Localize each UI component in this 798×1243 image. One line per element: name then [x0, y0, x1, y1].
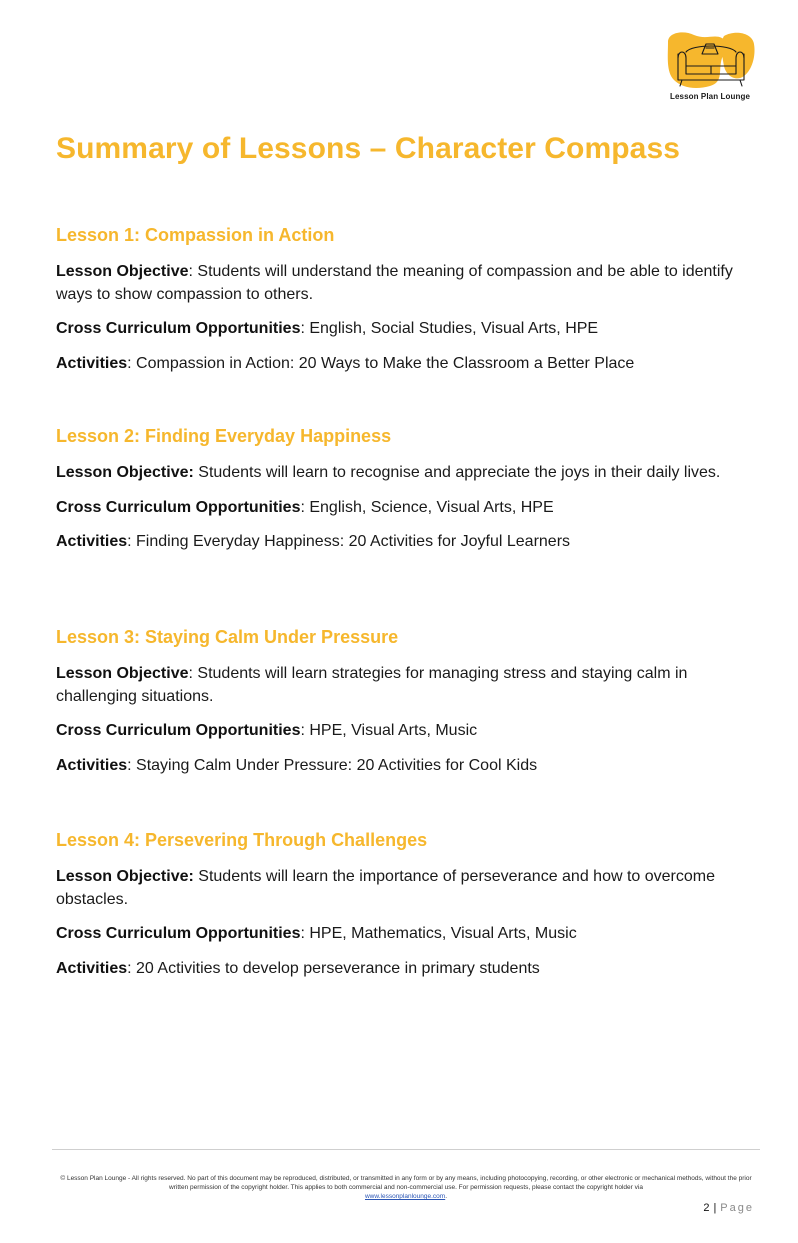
objective-separator: :: [188, 868, 199, 885]
activities-text: : Staying Calm Under Pressure: 20 Activities for Cool Kids: [127, 756, 538, 774]
sofa-icon: [662, 30, 758, 92]
cross-text: : HPE, Mathematics, Visual Arts, Music: [300, 925, 577, 942]
lesson-heading: Lesson 2: Finding Everyday Happiness: [56, 426, 392, 446]
lesson-section: [56, 829, 746, 992]
objective-label: [56, 868, 198, 885]
footer-divider: [52, 1149, 760, 1150]
objective-text: Students will learn strategies for managing stress and staying calm in challenging situations.: [56, 665, 688, 705]
objective-label-text: Lesson Objective: [56, 868, 189, 885]
activities: [56, 958, 746, 981]
link-suffix: .: [445, 1193, 448, 1200]
page-number-separator: |: [713, 1202, 719, 1214]
lesson-section: [56, 224, 746, 387]
activities-text: : 20 Activities to develop perseverance in primary students: [127, 959, 540, 977]
activities: [56, 755, 746, 778]
activities-text: : Finding Everyday Happiness: 20 Activities for Joyful Learners: [127, 533, 571, 550]
activities-label: Activities: [56, 354, 128, 372]
lesson-section: [56, 425, 746, 566]
objective-label: Lesson Objective: [56, 263, 189, 280]
objective-separator: :: [188, 263, 193, 280]
lesson-heading: Lesson 1: Compassion in Action: [56, 225, 335, 245]
cross-text: : English, Social Studies, Visual Arts, HPE: [300, 320, 599, 337]
page-label: Page: [720, 1202, 754, 1214]
activities: [56, 353, 746, 376]
objective-label: [56, 464, 198, 481]
cross-curriculum: [56, 720, 746, 743]
objective-text: Students will understand the meaning of compassion and be able to identify ways to show compassion to others.: [56, 263, 733, 303]
lesson-section: [56, 626, 746, 789]
activities-label: Activities: [56, 756, 128, 774]
objective-label-text: Lesson Objective: [56, 464, 189, 481]
objective-text: Students will learn to recognise and appreciate the joys in their daily lives.: [198, 464, 721, 481]
cross-label: Cross Curriculum Opportunities: [56, 320, 301, 337]
cross-curriculum: [56, 923, 746, 946]
cross-label: Cross Curriculum Opportunities: [56, 925, 301, 942]
brand-logo: [662, 30, 758, 106]
activities: [56, 531, 746, 554]
brand-name: Lesson Plan Lounge: [669, 92, 751, 101]
objective-label: Lesson Objective: [56, 665, 189, 682]
lesson-heading: Lesson 3: Staying Calm Under Pressure: [56, 627, 399, 647]
objective-separator: :: [188, 665, 193, 682]
cross-curriculum: [56, 497, 746, 520]
lesson-objective: [56, 462, 746, 485]
website-link[interactable]: www.lessonplanlounge.com: [364, 1193, 446, 1200]
cross-text: : HPE, Visual Arts, Music: [300, 722, 478, 739]
cross-label: Cross Curriculum Opportunities: [56, 722, 301, 739]
page-title: Summary of Lessons – Character Compass: [56, 132, 681, 165]
activities-text: : Compassion in Action: 20 Ways to Make the Classroom a Better Place: [127, 354, 635, 372]
lesson-objective: [56, 663, 746, 708]
activities-label: Activities: [56, 959, 128, 977]
cross-label: Cross Curriculum Opportunities: [56, 498, 301, 516]
activities-label: Activities: [56, 533, 128, 550]
footer-copyright: [56, 1174, 756, 1201]
lesson-heading: Lesson 4: Persevering Through Challenges: [56, 830, 428, 850]
lesson-objective: [56, 261, 746, 306]
objective-separator: :: [188, 464, 199, 481]
cross-curriculum: [56, 318, 746, 341]
page-number: [703, 1202, 754, 1214]
objective-text: Students will learn the importance of perseverance and how to overcome obstacles.: [56, 868, 716, 908]
lesson-objective: [56, 866, 746, 911]
page-number-value: 2: [703, 1202, 712, 1214]
cross-text: : English, Science, Visual Arts, HPE: [300, 498, 554, 516]
copyright-text: © Lesson Plan Lounge - All rights reserved. No part of this document may be reproduced, distributed, or transmitted in any form or by any means, including photocopying, recording, or other electronic or mechanical methods, without the prior written permission of the copyright holder. This applies to both commercial and non-commercial use. For permission requests, please contact the copyright holder via: [60, 1175, 752, 1191]
